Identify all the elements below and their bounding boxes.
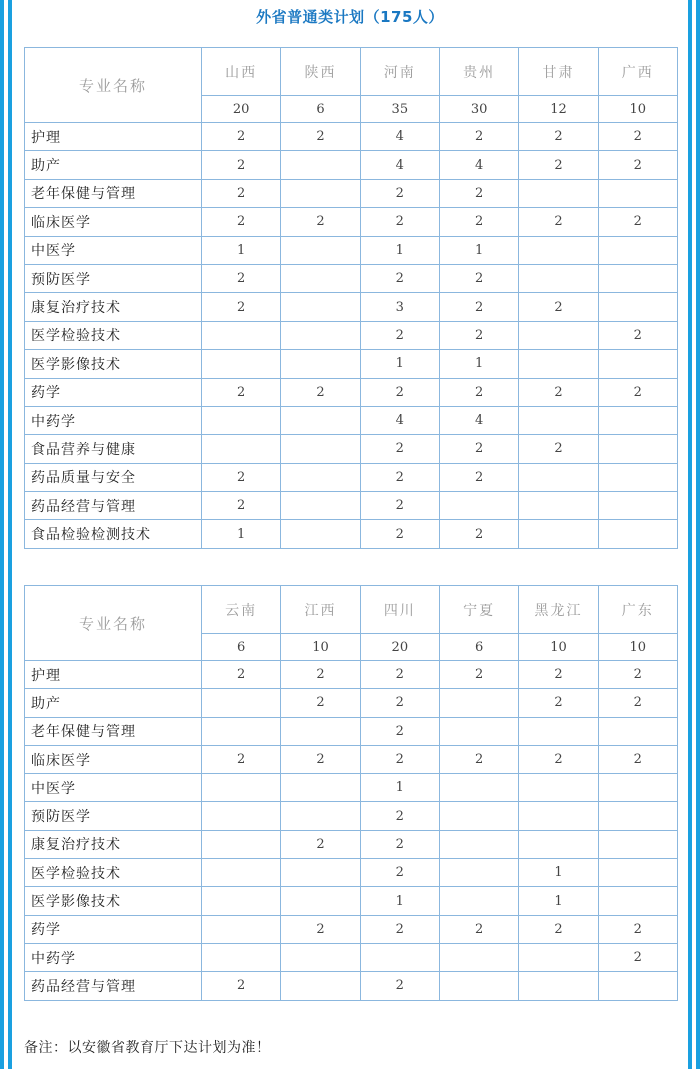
province-header: 云南 bbox=[202, 586, 281, 634]
table-row bbox=[25, 321, 678, 349]
quota-cell bbox=[439, 887, 518, 915]
quota-cell bbox=[519, 236, 598, 264]
quota-cell: 2 bbox=[360, 717, 439, 745]
quota-cell: 2 bbox=[281, 915, 360, 943]
quota-cell: 2 bbox=[202, 463, 281, 491]
quota-cell bbox=[439, 492, 518, 520]
quota-cell bbox=[598, 236, 677, 264]
quota-cell: 2 bbox=[202, 264, 281, 292]
province-quota: 6 bbox=[439, 634, 518, 661]
province-quota: 6 bbox=[202, 634, 281, 661]
quota-cell: 2 bbox=[360, 661, 439, 689]
quota-cell: 2 bbox=[519, 915, 598, 943]
quota-cell: 2 bbox=[519, 661, 598, 689]
right-border bbox=[688, 0, 700, 1069]
table-row bbox=[25, 406, 678, 434]
quota-cell bbox=[439, 943, 518, 971]
major-name: 医学影像技术 bbox=[25, 350, 202, 378]
quota-cell bbox=[598, 717, 677, 745]
quota-cell: 2 bbox=[281, 830, 360, 858]
quota-cell bbox=[202, 321, 281, 349]
quota-cell: 4 bbox=[360, 406, 439, 434]
quota-cell: 2 bbox=[360, 378, 439, 406]
quota-cell: 2 bbox=[281, 745, 360, 773]
quota-cell bbox=[439, 774, 518, 802]
major-name: 护理 bbox=[25, 661, 202, 689]
province-quota: 12 bbox=[519, 96, 598, 123]
quota-cell: 2 bbox=[360, 859, 439, 887]
quota-cell bbox=[281, 802, 360, 830]
quota-cell: 2 bbox=[202, 661, 281, 689]
major-name: 助产 bbox=[25, 151, 202, 179]
province-quota: 30 bbox=[439, 96, 518, 123]
quota-cell: 1 bbox=[360, 774, 439, 802]
major-name: 护理 bbox=[25, 123, 202, 151]
quota-cell bbox=[202, 717, 281, 745]
quota-cell: 2 bbox=[360, 972, 439, 1000]
quota-cell: 2 bbox=[360, 520, 439, 548]
quota-cell bbox=[281, 887, 360, 915]
major-name: 药学 bbox=[25, 378, 202, 406]
quota-cell bbox=[598, 179, 677, 207]
quota-cell bbox=[519, 492, 598, 520]
quota-cell: 2 bbox=[360, 492, 439, 520]
quota-cell: 2 bbox=[281, 661, 360, 689]
quota-cell: 2 bbox=[281, 123, 360, 151]
quota-cell: 2 bbox=[439, 661, 518, 689]
quota-cell: 1 bbox=[439, 350, 518, 378]
table-row bbox=[25, 208, 678, 236]
province-header: 陕西 bbox=[281, 48, 360, 96]
quota-cell bbox=[519, 943, 598, 971]
plan-table-1 bbox=[24, 47, 678, 549]
quota-cell bbox=[439, 802, 518, 830]
province-header: 广西 bbox=[598, 48, 677, 96]
quota-cell: 2 bbox=[439, 378, 518, 406]
quota-cell bbox=[281, 717, 360, 745]
quota-cell: 2 bbox=[519, 151, 598, 179]
major-name: 预防医学 bbox=[25, 802, 202, 830]
quota-cell bbox=[598, 350, 677, 378]
quota-cell bbox=[202, 887, 281, 915]
province-quota: 20 bbox=[360, 634, 439, 661]
quota-cell bbox=[519, 972, 598, 1000]
major-name: 医学检验技术 bbox=[25, 859, 202, 887]
quota-cell bbox=[202, 435, 281, 463]
province-quota: 10 bbox=[598, 96, 677, 123]
quota-cell: 2 bbox=[439, 208, 518, 236]
plan-table-1-body bbox=[25, 123, 678, 549]
quota-cell bbox=[519, 717, 598, 745]
quota-cell: 2 bbox=[202, 972, 281, 1000]
table-row bbox=[25, 661, 678, 689]
quota-cell: 2 bbox=[202, 179, 281, 207]
quota-cell bbox=[202, 830, 281, 858]
quota-cell: 2 bbox=[598, 689, 677, 717]
table-row bbox=[25, 520, 678, 548]
quota-cell: 2 bbox=[202, 293, 281, 321]
major-name: 助产 bbox=[25, 689, 202, 717]
quota-cell bbox=[598, 887, 677, 915]
quota-cell bbox=[202, 774, 281, 802]
quota-cell bbox=[439, 859, 518, 887]
quota-cell: 2 bbox=[281, 208, 360, 236]
table-row bbox=[25, 943, 678, 971]
quota-cell bbox=[519, 520, 598, 548]
quota-cell: 2 bbox=[439, 123, 518, 151]
table-row bbox=[25, 717, 678, 745]
quota-cell bbox=[519, 802, 598, 830]
table-row bbox=[25, 236, 678, 264]
quota-cell bbox=[202, 689, 281, 717]
major-name: 老年保健与管理 bbox=[25, 179, 202, 207]
quota-cell: 2 bbox=[598, 661, 677, 689]
quota-cell: 2 bbox=[439, 915, 518, 943]
table-row bbox=[25, 915, 678, 943]
major-name: 康复治疗技术 bbox=[25, 830, 202, 858]
major-name: 中医学 bbox=[25, 774, 202, 802]
quota-cell: 2 bbox=[439, 520, 518, 548]
major-name: 康复治疗技术 bbox=[25, 293, 202, 321]
quota-cell: 2 bbox=[360, 321, 439, 349]
quota-cell bbox=[281, 435, 360, 463]
major-name: 食品营养与健康 bbox=[25, 435, 202, 463]
province-header: 甘肃 bbox=[519, 48, 598, 96]
quota-cell bbox=[281, 350, 360, 378]
province-quota: 10 bbox=[519, 634, 598, 661]
quota-cell bbox=[598, 859, 677, 887]
table-row bbox=[25, 179, 678, 207]
quota-cell: 4 bbox=[360, 123, 439, 151]
quota-cell: 2 bbox=[439, 435, 518, 463]
quota-cell bbox=[202, 350, 281, 378]
quota-cell bbox=[439, 717, 518, 745]
quota-cell bbox=[598, 830, 677, 858]
quota-cell bbox=[281, 264, 360, 292]
quota-cell: 2 bbox=[281, 378, 360, 406]
quota-cell: 1 bbox=[360, 350, 439, 378]
major-name-header: 专业名称 bbox=[25, 48, 202, 123]
quota-cell bbox=[519, 179, 598, 207]
table-row bbox=[25, 745, 678, 773]
quota-cell bbox=[598, 774, 677, 802]
quota-cell: 2 bbox=[202, 492, 281, 520]
quota-cell bbox=[598, 406, 677, 434]
major-name: 药品经营与管理 bbox=[25, 492, 202, 520]
quota-cell: 2 bbox=[360, 264, 439, 292]
quota-cell bbox=[598, 463, 677, 491]
quota-cell: 2 bbox=[360, 179, 439, 207]
footnote: 备注：以安徽省教育厅下达计划为准！ bbox=[24, 1040, 271, 1056]
table-row bbox=[25, 492, 678, 520]
quota-cell bbox=[202, 915, 281, 943]
quota-cell bbox=[202, 943, 281, 971]
province-header: 江西 bbox=[281, 586, 360, 634]
quota-cell: 2 bbox=[519, 435, 598, 463]
quota-cell bbox=[281, 293, 360, 321]
quota-cell bbox=[598, 520, 677, 548]
province-quota: 10 bbox=[598, 634, 677, 661]
quota-cell: 1 bbox=[202, 520, 281, 548]
quota-cell: 2 bbox=[598, 915, 677, 943]
major-name: 中药学 bbox=[25, 943, 202, 971]
quota-cell: 2 bbox=[519, 378, 598, 406]
major-name: 医学影像技术 bbox=[25, 887, 202, 915]
table-row bbox=[25, 887, 678, 915]
quota-cell: 4 bbox=[439, 151, 518, 179]
quota-cell: 2 bbox=[439, 264, 518, 292]
quota-cell: 2 bbox=[281, 689, 360, 717]
quota-cell: 1 bbox=[202, 236, 281, 264]
quota-cell bbox=[519, 830, 598, 858]
quota-cell bbox=[281, 463, 360, 491]
major-name: 老年保健与管理 bbox=[25, 717, 202, 745]
quota-cell bbox=[598, 293, 677, 321]
quota-cell: 2 bbox=[519, 123, 598, 151]
quota-cell: 2 bbox=[360, 208, 439, 236]
table-row bbox=[25, 689, 678, 717]
table-row bbox=[25, 435, 678, 463]
province-quota: 10 bbox=[281, 634, 360, 661]
quota-cell: 2 bbox=[519, 745, 598, 773]
quota-cell bbox=[202, 802, 281, 830]
province-header: 山西 bbox=[202, 48, 281, 96]
major-name: 中医学 bbox=[25, 236, 202, 264]
quota-cell: 2 bbox=[360, 830, 439, 858]
quota-cell: 2 bbox=[519, 689, 598, 717]
quota-cell: 2 bbox=[439, 321, 518, 349]
quota-cell bbox=[281, 943, 360, 971]
quota-cell bbox=[519, 406, 598, 434]
province-quota: 20 bbox=[202, 96, 281, 123]
quota-cell: 4 bbox=[439, 406, 518, 434]
province-header: 黑龙江 bbox=[519, 586, 598, 634]
quota-cell bbox=[360, 943, 439, 971]
quota-cell: 2 bbox=[439, 463, 518, 491]
quota-cell bbox=[519, 774, 598, 802]
quota-cell: 2 bbox=[439, 745, 518, 773]
province-header: 四川 bbox=[360, 586, 439, 634]
table-row bbox=[25, 972, 678, 1000]
table-row bbox=[25, 802, 678, 830]
major-name: 医学检验技术 bbox=[25, 321, 202, 349]
quota-cell bbox=[439, 689, 518, 717]
quota-cell: 2 bbox=[598, 321, 677, 349]
province-header: 宁夏 bbox=[439, 586, 518, 634]
quota-cell bbox=[281, 859, 360, 887]
quota-cell bbox=[598, 972, 677, 1000]
quota-cell: 2 bbox=[439, 293, 518, 321]
quota-cell: 2 bbox=[439, 179, 518, 207]
major-name: 药品质量与安全 bbox=[25, 463, 202, 491]
quota-cell bbox=[281, 492, 360, 520]
province-header: 广东 bbox=[598, 586, 677, 634]
major-name: 食品检验检测技术 bbox=[25, 520, 202, 548]
table-row bbox=[25, 264, 678, 292]
quota-cell: 1 bbox=[360, 887, 439, 915]
quota-cell: 2 bbox=[360, 689, 439, 717]
table-row bbox=[25, 123, 678, 151]
quota-cell bbox=[281, 321, 360, 349]
quota-cell bbox=[598, 264, 677, 292]
quota-cell bbox=[281, 520, 360, 548]
province-header: 河南 bbox=[360, 48, 439, 96]
quota-cell: 4 bbox=[360, 151, 439, 179]
quota-cell: 2 bbox=[202, 745, 281, 773]
table-row bbox=[25, 859, 678, 887]
quota-cell bbox=[439, 972, 518, 1000]
quota-cell: 1 bbox=[360, 236, 439, 264]
quota-cell: 2 bbox=[598, 378, 677, 406]
table-row bbox=[25, 350, 678, 378]
quota-cell: 2 bbox=[202, 378, 281, 406]
quota-cell: 2 bbox=[202, 123, 281, 151]
province-quota: 35 bbox=[360, 96, 439, 123]
page-title: 外省普通类计划（175人） bbox=[256, 8, 444, 26]
quota-cell bbox=[281, 774, 360, 802]
quota-cell bbox=[519, 264, 598, 292]
quota-cell bbox=[598, 435, 677, 463]
quota-cell bbox=[281, 236, 360, 264]
major-name: 药品经营与管理 bbox=[25, 972, 202, 1000]
table-row bbox=[25, 293, 678, 321]
major-name-header: 专业名称 bbox=[25, 586, 202, 661]
quota-cell bbox=[519, 350, 598, 378]
quota-cell: 2 bbox=[598, 943, 677, 971]
quota-cell: 2 bbox=[598, 208, 677, 236]
table-row bbox=[25, 774, 678, 802]
table-row bbox=[25, 830, 678, 858]
plan-table-2-body bbox=[25, 661, 678, 1001]
quota-cell bbox=[519, 321, 598, 349]
major-name: 药学 bbox=[25, 915, 202, 943]
major-name: 中药学 bbox=[25, 406, 202, 434]
major-name: 预防医学 bbox=[25, 264, 202, 292]
left-border bbox=[0, 0, 12, 1069]
quota-cell: 2 bbox=[519, 208, 598, 236]
quota-cell: 2 bbox=[360, 915, 439, 943]
province-quota: 6 bbox=[281, 96, 360, 123]
quota-cell: 1 bbox=[519, 887, 598, 915]
quota-cell: 2 bbox=[598, 123, 677, 151]
quota-cell bbox=[598, 492, 677, 520]
quota-cell bbox=[598, 802, 677, 830]
major-name: 临床医学 bbox=[25, 208, 202, 236]
quota-cell: 2 bbox=[202, 208, 281, 236]
quota-cell bbox=[519, 463, 598, 491]
quota-cell: 3 bbox=[360, 293, 439, 321]
quota-cell: 2 bbox=[360, 463, 439, 491]
quota-cell bbox=[202, 859, 281, 887]
quota-cell bbox=[439, 830, 518, 858]
quota-cell: 2 bbox=[360, 745, 439, 773]
quota-cell bbox=[281, 406, 360, 434]
quota-cell: 2 bbox=[360, 802, 439, 830]
quota-cell bbox=[281, 179, 360, 207]
quota-cell: 1 bbox=[439, 236, 518, 264]
quota-cell bbox=[281, 972, 360, 1000]
table-row bbox=[25, 151, 678, 179]
major-name: 临床医学 bbox=[25, 745, 202, 773]
quota-cell: 2 bbox=[360, 435, 439, 463]
table-row bbox=[25, 378, 678, 406]
quota-cell: 1 bbox=[519, 859, 598, 887]
quota-cell bbox=[281, 151, 360, 179]
province-header: 贵州 bbox=[439, 48, 518, 96]
quota-cell: 2 bbox=[202, 151, 281, 179]
quota-cell: 2 bbox=[519, 293, 598, 321]
quota-cell: 2 bbox=[598, 151, 677, 179]
quota-cell bbox=[202, 406, 281, 434]
table-row bbox=[25, 463, 678, 491]
quota-cell: 2 bbox=[598, 745, 677, 773]
plan-table-2 bbox=[24, 585, 678, 1001]
